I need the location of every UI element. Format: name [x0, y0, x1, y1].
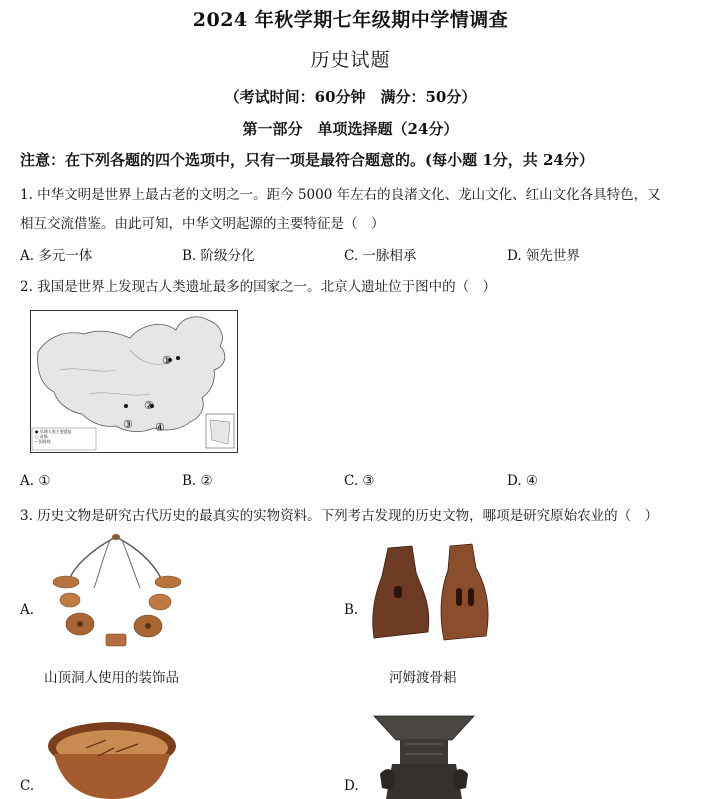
question-1-option-c[interactable]: C. 一脉相承 [344, 248, 417, 264]
question-3-option-d[interactable]: D. [344, 778, 359, 794]
map-label-2: ② [144, 399, 154, 412]
exam-title: 2024 年秋学期七年级期中学情调查 [192, 9, 509, 31]
notice: 注意：在下列各题的四个选项中，只有一项是最符合题意的。(每小题 1分，共 24分） [20, 151, 594, 169]
question-1-option-a[interactable]: A. 多元一体 [20, 248, 93, 264]
question-2-option-a[interactable]: A. ① [20, 473, 51, 489]
question-2-option-b[interactable]: B. ② [182, 473, 213, 489]
caption-a: 山顶洞人使用的装饰品 [44, 670, 179, 686]
question-3-option-a[interactable]: A. [20, 602, 35, 618]
subject-title: 历史试题 [310, 49, 391, 71]
map-legend [35, 429, 72, 444]
question-1-line-1: 1. 中华文明是世界上最古老的文明之一。距今 5000 年左右的良渚文化、龙山文化、红山文化各具特色，又 [20, 187, 661, 203]
question-1-line-2: 相互交流借鉴。由此可知，中华文明起源的主要特征是（ ） [20, 216, 385, 232]
exam-info: （考试时间：60分钟 满分：50分） [224, 88, 477, 106]
question-3-line-1: 3. 历史文物是研究古代历史的最真实的实物资料。下列考古发现的历史文物，哪项是研究原始农业的（ ） [20, 508, 659, 524]
caption-b: 河姆渡骨耜 [389, 670, 457, 686]
question-1-option-d[interactable]: D. 领先世界 [507, 248, 580, 264]
map-label-1: ① [162, 354, 172, 367]
question-3-option-c[interactable]: C. [20, 778, 35, 794]
legend-border: ─ 国界线 [35, 439, 51, 444]
pottery-bowl-image [46, 718, 178, 799]
section-heading: 第一部分 单项选择题（24分） [242, 120, 459, 138]
map-label-4: ④ [155, 421, 165, 434]
legend-capital: ○ 首都 [35, 434, 48, 439]
question-1-option-b[interactable]: B. 阶级分化 [182, 248, 255, 264]
question-3-option-b[interactable]: B. [344, 602, 359, 618]
legend-site: ● 早期人类主要遗址 [35, 429, 72, 434]
shell-necklace-image [48, 530, 190, 650]
map-label-3: ③ [123, 418, 133, 431]
question-2-option-c[interactable]: C. ③ [344, 473, 375, 489]
question-2-line-1: 2. 我国是世界上发现古人类遗址最多的国家之一。北京人遗址位于图中的（ ） [20, 279, 497, 295]
question-2-option-d[interactable]: D. ④ [507, 473, 539, 489]
bronze-vessel-image [370, 710, 478, 799]
bone-spade-image [368, 542, 498, 642]
